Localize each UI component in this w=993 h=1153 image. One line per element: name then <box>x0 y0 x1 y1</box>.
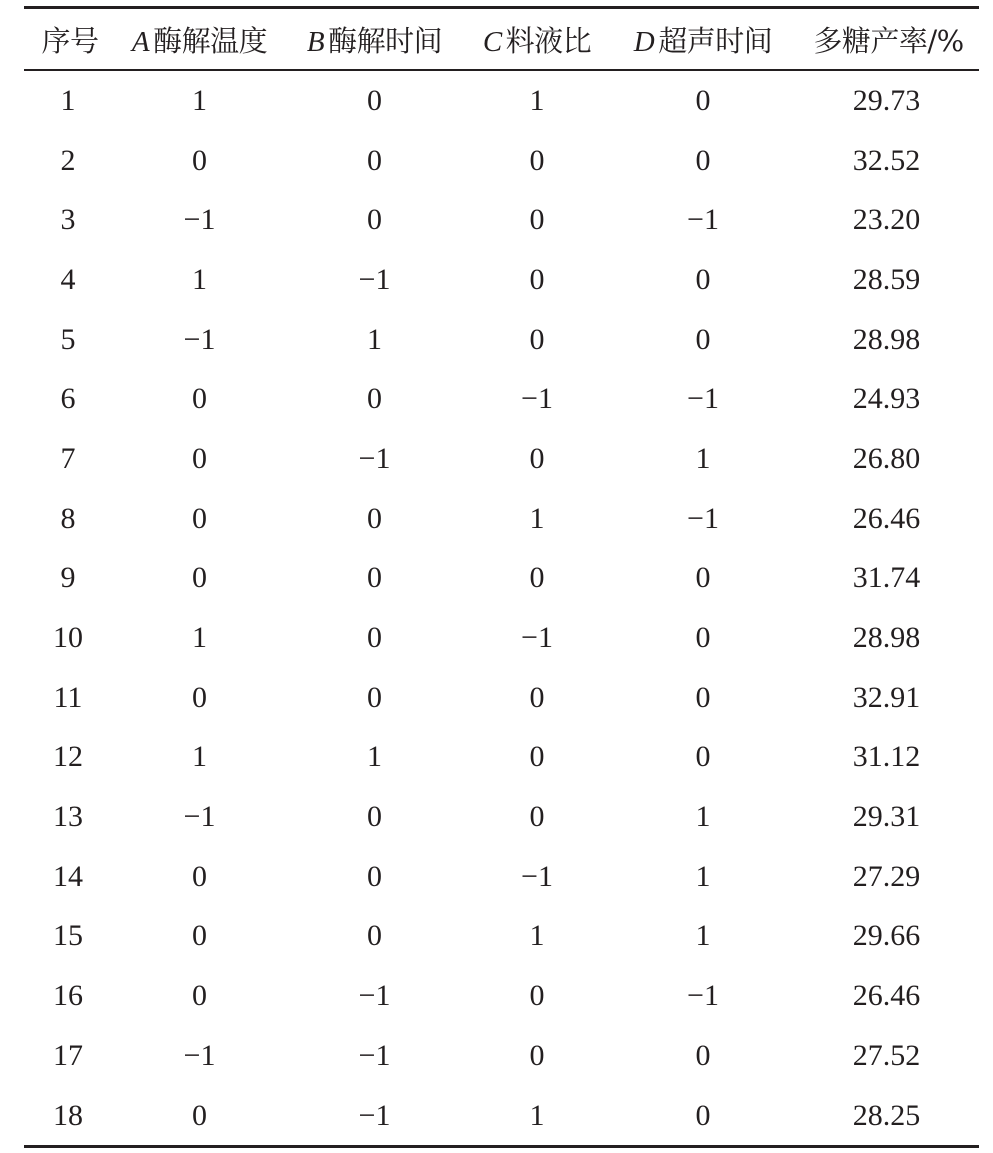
table-row <box>24 369 979 429</box>
cell-yield-value: 26.80 <box>852 441 921 475</box>
header-cell-polysaccharide-yield <box>794 8 979 71</box>
table-row <box>24 250 979 310</box>
cell-a-value: 0 <box>192 561 207 595</box>
cell-c-value: 0 <box>529 143 545 177</box>
header-label: 序号 <box>41 23 99 58</box>
cell-b-value: 0 <box>367 143 382 177</box>
cell-b-value: 0 <box>367 680 382 714</box>
cell-index: 11 <box>53 680 83 714</box>
cell-c-value: 0 <box>529 1038 545 1072</box>
cell-a-value: −1 <box>183 203 216 237</box>
table-header <box>24 8 979 71</box>
cell-c-value: −1 <box>521 621 553 655</box>
cell-yield-value: 27.52 <box>852 1038 921 1072</box>
cell-c-value: 1 <box>529 83 545 117</box>
cell-yield-value: 24.93 <box>852 382 921 416</box>
cell-d-value: 0 <box>695 740 711 774</box>
experiment-table-container <box>24 6 979 1148</box>
cell-c-value: 1 <box>529 919 545 953</box>
table-row <box>24 608 979 668</box>
cell-yield-value: 29.73 <box>852 83 921 117</box>
table-row <box>24 190 979 250</box>
table-row <box>24 1086 979 1147</box>
table-row <box>24 489 979 549</box>
cell-d-value: −1 <box>687 203 719 237</box>
cell-a-value: 1 <box>192 621 207 655</box>
cell-a-value: 0 <box>192 143 207 177</box>
cell-yield-value: 26.46 <box>852 501 921 535</box>
cell-b-value: 0 <box>367 501 382 535</box>
cell-a-value: 0 <box>192 919 207 953</box>
header-var: D <box>633 25 655 58</box>
cell-c-value: −1 <box>521 382 553 416</box>
header-label: 酶解温度 <box>153 23 268 58</box>
cell-c-value: 0 <box>529 441 545 475</box>
table-row <box>24 668 979 728</box>
table-row <box>24 70 979 131</box>
cell-c-value: 0 <box>529 322 545 356</box>
header-var: A <box>131 25 150 58</box>
cell-d-value: 1 <box>695 859 711 893</box>
cell-a-value: 1 <box>192 262 207 296</box>
table-row <box>24 429 979 489</box>
cell-d-value: 0 <box>695 680 711 714</box>
cell-a-value: 1 <box>192 83 207 117</box>
cell-yield-value: 26.46 <box>852 979 921 1013</box>
cell-d-value: 1 <box>695 919 711 953</box>
cell-index: 12 <box>53 740 83 774</box>
cell-b-value: −1 <box>358 441 391 475</box>
cell-b-value: −1 <box>358 262 391 296</box>
table-row <box>24 549 979 609</box>
cell-d-value: 0 <box>695 621 711 655</box>
cell-c-value: −1 <box>521 859 553 893</box>
cell-c-value: 0 <box>529 680 545 714</box>
cell-yield-value: 32.91 <box>852 680 921 714</box>
header-label: 超声时间 <box>658 23 773 58</box>
table-row <box>24 847 979 907</box>
cell-index: 4 <box>60 262 76 296</box>
cell-a-value: −1 <box>183 800 216 834</box>
cell-b-value: 0 <box>367 621 382 655</box>
cell-d-value: −1 <box>687 979 719 1013</box>
cell-b-value: 0 <box>367 800 382 834</box>
cell-yield-value: 23.20 <box>852 203 921 237</box>
cell-b-value: −1 <box>358 1038 391 1072</box>
table-row <box>24 787 979 847</box>
table-body <box>24 70 979 1147</box>
cell-b-value: 0 <box>367 83 382 117</box>
cell-a-value: −1 <box>183 322 216 356</box>
table-row <box>24 1026 979 1086</box>
header-cell-enzyme-time <box>287 8 462 71</box>
cell-d-value: −1 <box>687 501 719 535</box>
header-cell-index <box>24 8 112 71</box>
cell-index: 15 <box>53 919 83 953</box>
cell-d-value: −1 <box>687 382 719 416</box>
table-row <box>24 310 979 370</box>
cell-index: 6 <box>60 382 76 416</box>
cell-b-value: 0 <box>367 859 382 893</box>
cell-a-value: 0 <box>192 680 207 714</box>
table-row <box>24 907 979 967</box>
cell-yield-value: 32.52 <box>852 143 921 177</box>
cell-index: 3 <box>60 203 76 237</box>
cell-d-value: 0 <box>695 262 711 296</box>
cell-b-value: 1 <box>367 322 382 356</box>
header-var: B <box>306 25 325 58</box>
table-row <box>24 966 979 1026</box>
cell-index: 8 <box>60 501 76 535</box>
cell-index: 5 <box>60 322 76 356</box>
cell-a-value: 0 <box>192 859 207 893</box>
cell-index: 18 <box>53 1098 83 1132</box>
cell-d-value: 1 <box>695 441 711 475</box>
cell-a-value: 0 <box>192 501 207 535</box>
cell-c-value: 0 <box>529 262 545 296</box>
cell-d-value: 0 <box>695 561 711 595</box>
cell-d-value: 0 <box>695 1038 711 1072</box>
header-cell-enzyme-temperature <box>112 8 287 71</box>
cell-d-value: 0 <box>695 143 711 177</box>
cell-a-value: 0 <box>192 979 207 1013</box>
cell-a-value: 0 <box>192 441 207 475</box>
cell-a-value: 0 <box>192 1098 207 1132</box>
cell-yield-value: 29.31 <box>852 800 921 834</box>
header-row <box>24 8 979 71</box>
cell-d-value: 0 <box>695 322 711 356</box>
header-var: C <box>482 25 502 58</box>
cell-b-value: −1 <box>358 979 391 1013</box>
cell-b-value: 0 <box>367 382 382 416</box>
cell-c-value: 1 <box>529 1098 545 1132</box>
cell-yield-value: 31.74 <box>852 561 921 595</box>
header-label: 酶解时间 <box>328 23 443 58</box>
cell-b-value: −1 <box>358 1098 391 1132</box>
cell-yield-value: 28.98 <box>852 621 921 655</box>
cell-c-value: 0 <box>529 740 545 774</box>
cell-b-value: 0 <box>367 561 382 595</box>
header-cell-ultrasonic-time <box>612 8 794 71</box>
cell-yield-value: 28.98 <box>852 322 921 356</box>
cell-index: 13 <box>53 800 83 834</box>
cell-a-value: 0 <box>192 382 207 416</box>
cell-index: 1 <box>60 83 76 117</box>
cell-yield-value: 29.66 <box>852 919 921 953</box>
table-row <box>24 131 979 191</box>
cell-d-value: 0 <box>695 83 711 117</box>
cell-yield-value: 28.59 <box>852 262 921 296</box>
cell-yield-value: 27.29 <box>852 859 921 893</box>
cell-a-value: −1 <box>183 1038 216 1072</box>
cell-yield-value: 31.12 <box>852 740 921 774</box>
header-cell-liquid-ratio <box>462 8 612 71</box>
cell-index: 9 <box>60 561 76 595</box>
header-label: 料液比 <box>505 23 592 58</box>
cell-index: 2 <box>60 143 76 177</box>
cell-c-value: 0 <box>529 979 545 1013</box>
cell-index: 17 <box>53 1038 83 1072</box>
cell-yield-value: 28.25 <box>852 1098 921 1132</box>
cell-b-value: 1 <box>367 740 382 774</box>
cell-index: 16 <box>53 979 83 1013</box>
experiment-results-table <box>24 6 979 1148</box>
header-label: 多糖产率/% <box>813 23 964 58</box>
cell-index: 10 <box>53 621 83 655</box>
cell-c-value: 0 <box>529 800 545 834</box>
cell-c-value: 1 <box>529 501 545 535</box>
cell-d-value: 0 <box>695 1098 711 1132</box>
cell-a-value: 1 <box>192 740 207 774</box>
cell-b-value: 0 <box>367 203 382 237</box>
table-row <box>24 728 979 788</box>
cell-index: 7 <box>60 441 76 475</box>
cell-index: 14 <box>53 859 83 893</box>
cell-b-value: 0 <box>367 919 382 953</box>
cell-c-value: 0 <box>529 561 545 595</box>
cell-d-value: 1 <box>695 800 711 834</box>
cell-c-value: 0 <box>529 203 545 237</box>
